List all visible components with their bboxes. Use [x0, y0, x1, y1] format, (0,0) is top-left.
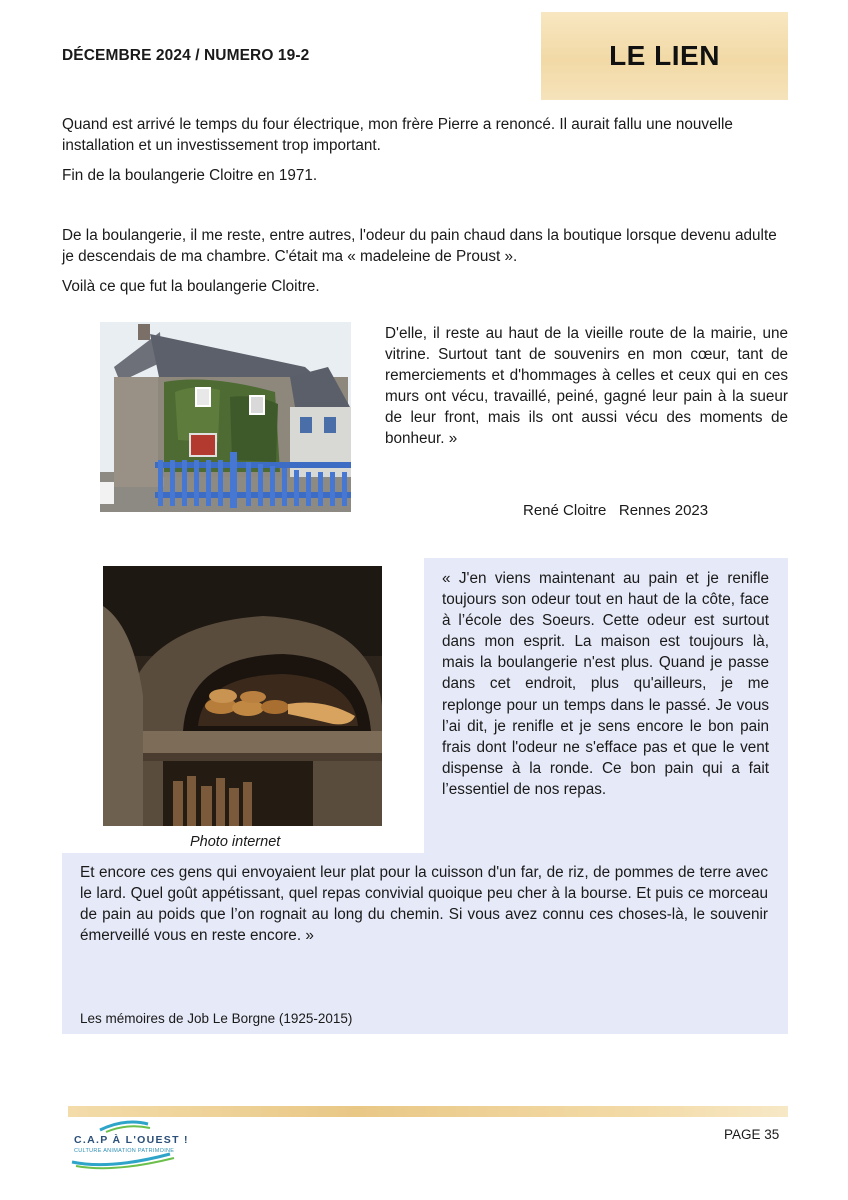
quote-attribution: Les mémoires de Job Le Borgne (1925-2015) — [80, 1011, 353, 1026]
job-le-borgne-quote-part2: Et encore ces gens qui envoyaient leur plat pour la cuisson d'un far, de riz, de pommes de terre avec le lard. Quel goût appétissant, quel repas convivial quoique peu cher à la bourse. Et puis ce morceau de pain au poids que l’on rognait au long du chemin. Si vous avez connu ces choses-là, le souvenir émerveillé vous en reste encore. » — [80, 864, 768, 944]
paragraph-oven-electric: Quand est arrivé le temps du four électrique, mon frère Pierre a renoncé. Il aurait fallu une nouvelle installation et un investissement trop important. — [62, 116, 733, 154]
masthead-box — [541, 12, 788, 100]
footer-band — [68, 1106, 788, 1117]
signature-rene-cloitre: René Cloitre Rennes 2023 — [523, 502, 709, 519]
paragraph-end-bakery: Fin de la boulangerie Cloitre en 1971. — [62, 167, 318, 184]
paragraph-conclusion: Voilà ce que fut la boulangerie Cloitre. — [62, 278, 320, 295]
oven-photo — [103, 566, 382, 826]
photo-caption: Photo internet — [190, 834, 281, 850]
house-photo — [100, 322, 351, 512]
issue-line: DÉCEMBRE 2024 / NUMERO 19-2 — [62, 47, 310, 64]
paragraph-memory: De la boulangerie, il me reste, entre autres, l'odeur du pain chaud dans la boutique lorsque devenu adulte je descendais de ma chambre. C'était ma « madeleine de Proust ». — [62, 227, 777, 265]
logo-name: C.A.P À L'OUEST ! — [74, 1134, 189, 1146]
masthead-title: LE LIEN — [609, 40, 720, 71]
page-number: PAGE 35 — [724, 1127, 780, 1142]
logo-tagline: CULTURE ANIMATION PATRIMOINE — [74, 1148, 175, 1154]
rene-cloitre-quote: D'elle, il reste au haut de la vieille route de la mairie, une vitrine. Surtout tant de souvenirs en mon cœur, tant de remerciements et d'hommages à celles et ceux qui en ces murs ont vécu, travaillé, peiné, gagné leur pain à la sueur de leur front, mais ils ont aussi vécu des moments de bonheur. » — [385, 325, 788, 447]
job-le-borgne-quote-part1: « J'en viens maintenant au pain et je renifle toujours son odeur tout en haut de la côte, face à l’école des Soeurs. Cette odeur est surtout dans mon esprit. La maison est toujours là, mais la boulangerie n'est plus. Quand je passe dans cet endroit, plus qu'ailleurs, je me replonge pour un temps dans le passé. Je vous l’ai dit, je renifle et je sens encore le bon pain frais dont l'odeur ne s'efface pas et que le vent dispense à la ronde. Ce bon pain qui a fait l’essentiel de nos repas. — [442, 570, 769, 798]
